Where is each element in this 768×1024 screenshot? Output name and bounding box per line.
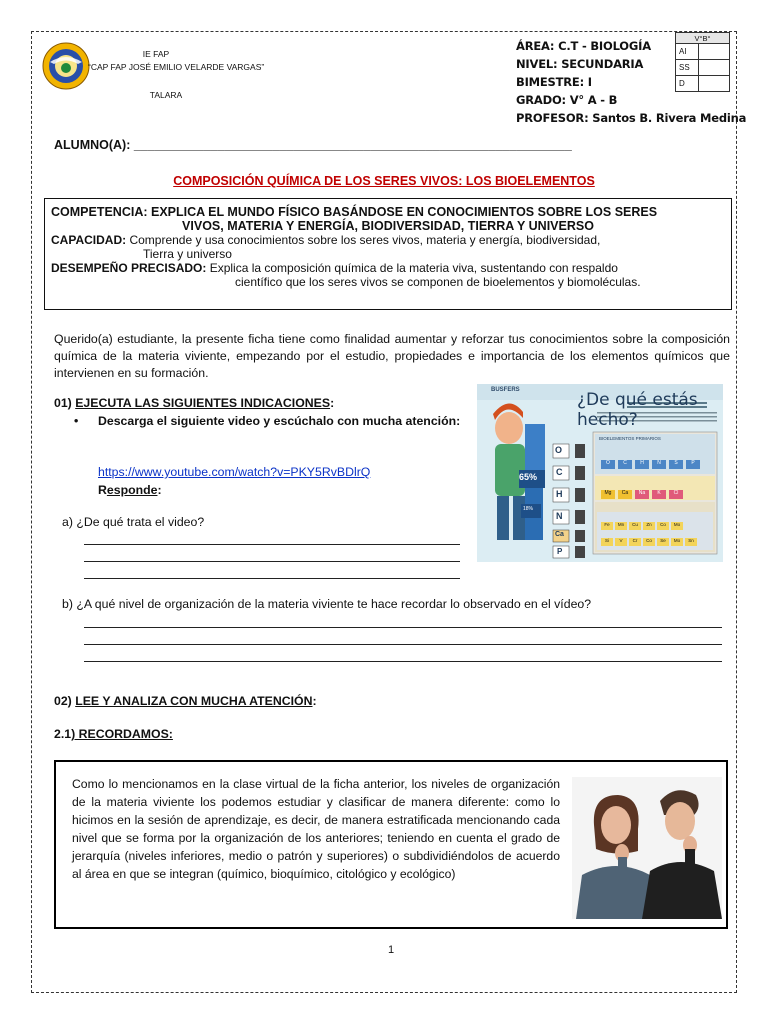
school-info: [96, 48, 216, 60]
subsection-heading: 2.1) RECORDAMOS:: [54, 727, 173, 741]
grade-cell[interactable]: [699, 44, 730, 60]
subsection-title: ) RECORDAMOS:: [71, 727, 173, 741]
desempeno-line: [51, 261, 725, 275]
element-h: H: [556, 489, 563, 499]
grade-table-header: V°B°: [676, 33, 730, 44]
school-name-short: IE FAP: [142, 49, 170, 59]
school-logo: [42, 42, 90, 90]
table-row-trace1: Fe Mn Cu Zn Co Mo: [601, 522, 683, 530]
intro-paragraph: Querido(a) estudiante, la presente ficha tiene como finalidad aumentar y reforzar tus conocimientos sobre la composición química de la materia viviente, empezando por el estudio, propiedades e importancia de los elementos químicos que intervienen en su formación.: [54, 332, 730, 380]
bimestre-label: BIMESTRE: I: [516, 75, 592, 89]
thinking-people-photo: [572, 777, 722, 919]
capacidad-text: Comprende y usa conocimientos sobre los seres vivos, materia y energía, biodiversidad,: [126, 233, 601, 247]
grado-label: GRADO: V° A - B: [516, 93, 618, 107]
competencia-line1: COMPETENCIA: EXPLICA EL MUNDO FÍSICO BASÁNDOSE EN CONOCIMIENTOS SOBRE LOS SERES: [51, 205, 658, 219]
element-ca: Ca: [555, 531, 564, 538]
infographic-brand: BUSFERS: [491, 387, 520, 393]
answer-line[interactable]: [84, 578, 460, 579]
element-o: O: [555, 445, 563, 455]
school-full-name: “CAP FAP JOSÉ EMILIO VELARDE VARGAS”: [88, 62, 265, 72]
question-a: a) ¿De qué trata el video?: [62, 515, 205, 529]
grade-table: [675, 32, 730, 92]
grade-row-label: D: [676, 76, 699, 92]
grade-cell[interactable]: [699, 60, 730, 76]
bioelementos-heading: BIOELEMENTOS PRIMARIOS: [599, 436, 661, 441]
capacidad-label: CAPACIDAD:: [51, 233, 127, 247]
recordamos-box: [54, 760, 728, 929]
infographic-percent-big: 65%: [519, 472, 538, 482]
competencia-line2: VIVOS, MATERIA Y ENERGÍA, BIODIVERSIDAD, TIERRA Y UNIVERSO: [182, 219, 594, 233]
bullet-icon: •: [74, 414, 79, 428]
desempeno-label: DESEMPEÑO PRECISADO:: [51, 261, 207, 275]
competencia-box: [44, 198, 732, 310]
profesor-label: PROFESOR: Santos B. Rivera Medina: [516, 111, 747, 125]
answer-line[interactable]: [84, 644, 722, 645]
recordamos-text: Como lo mencionamos en la clase virtual de la ficha anterior, los niveles de organización de la materia viviente los podemos estudiar y clasificar de manera diferente: como lo hicimos en la sesión de aprendizaje, es decir, de manera estratificada mencionando cada nivel que se forma por la organización de los anteriores; teniendo en cuenta el grado de jerarquía (niveles inferiores, medio o patrón y superiores) o subdividiéndolos de acuerdo al área en que se integran (químico, bioquímico, citológico y ecológico): [72, 777, 560, 881]
infographic-title: ¿De qué estás hecho?: [577, 390, 698, 430]
desempeno-text-cont: científico que los seres vivos se componen de bioelementos y biomoléculas.: [235, 275, 641, 289]
element-p: P: [557, 547, 563, 556]
infographic-percent-small: 18%: [523, 506, 534, 512]
bullet-item: [74, 413, 464, 429]
page-number: 1: [387, 944, 395, 956]
answer-line[interactable]: [84, 627, 722, 628]
responde-label: Responde:: [98, 483, 162, 497]
capacidad-text-cont: Tierra y universo: [143, 247, 232, 261]
section2-title: LEE Y ANALIZA CON MUCHA ATENCIÓN: [75, 694, 313, 708]
thinking-people-art: [572, 777, 722, 919]
question-b: b) ¿A qué nivel de organización de la materia viviente te hace recordar lo observado en el vídeo?: [62, 597, 592, 611]
area-label: ÁREA: C.T - BIOLOGÍA: [516, 39, 651, 53]
bullet-text: Descarga el siguiente video y escúchalo con mucha atención:: [98, 414, 461, 428]
table-row-primary: O C H N S P: [601, 460, 700, 469]
capacidad-line: [51, 233, 725, 247]
answer-line[interactable]: [84, 661, 722, 662]
section2-heading: 02) LEE Y ANALIZA CON MUCHA ATENCIÓN:: [54, 694, 317, 708]
table-row-trace2: Si V Cr Co Se Mo Sn: [601, 538, 697, 546]
answer-line[interactable]: [84, 561, 460, 562]
element-n: N: [556, 511, 563, 521]
grade-row-label: SS: [676, 60, 699, 76]
table-row-secondary: Mg Ca Na K Cl: [601, 490, 683, 499]
school-city: TALARA: [149, 90, 183, 100]
student-name-field[interactable]: ALUMNO(A): _______________________________________________________________: [54, 138, 572, 152]
youtube-link[interactable]: https://www.youtube.com/watch?v=PKY5RvBDlrQ: [98, 465, 371, 479]
grade-cell[interactable]: [699, 76, 730, 92]
infographic-image: [477, 384, 723, 562]
section1-heading: 01) EJECUTA LAS SIGUIENTES INDICACIONES:: [54, 396, 335, 410]
section1-title: EJECUTA LAS SIGUIENTES INDICACIONES: [75, 396, 331, 410]
nivel-label: NIVEL: SECUNDARIA: [516, 57, 644, 71]
element-c: C: [556, 467, 563, 477]
grade-row-label: AI: [676, 44, 699, 60]
desempeno-text: Explica la composición química de la materia viva, sustentando con respaldo: [206, 261, 618, 275]
answer-line[interactable]: [84, 544, 460, 545]
page-title: COMPOSICIÓN QUÍMICA DE LOS SERES VIVOS: LOS BIOELEMENTOS: [173, 174, 595, 188]
